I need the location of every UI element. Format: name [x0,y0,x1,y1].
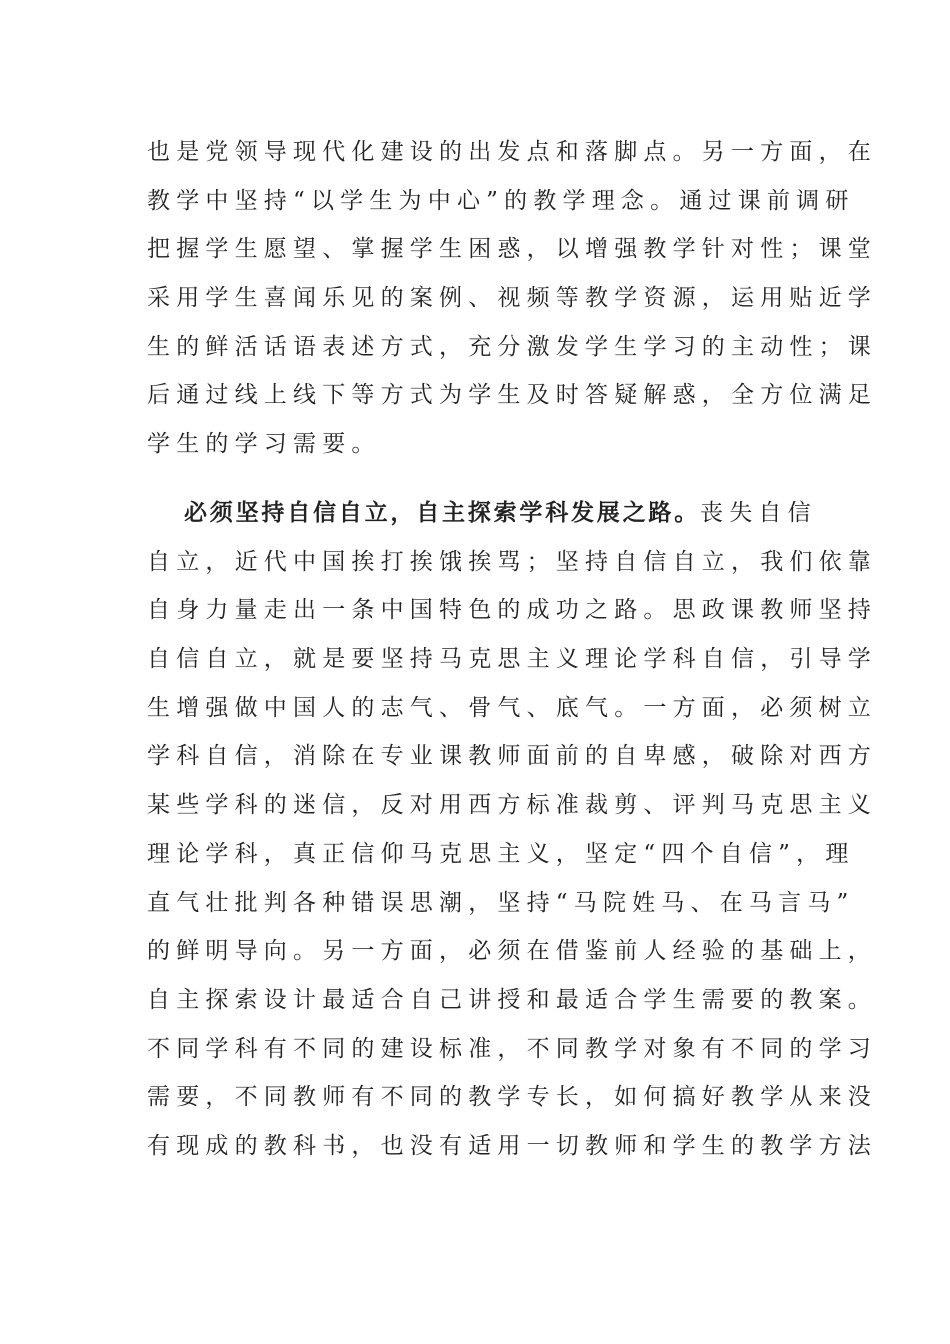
paragraph-line: 自信自立，就是要坚持马克思主义理论学科自信，引导学 [147,646,877,673]
paragraph-line: 自身力量走出一条中国特色的成功之路。思政课教师坚持 [147,597,877,624]
paragraph-line: 的鲜明导向。另一方面，必须在借鉴前人经验的基础上， [147,938,877,965]
paragraph-line: 采用学生喜闻乐见的案例、视频等教学资源，运用贴近学 [147,285,877,312]
paragraph-line: 也是党领导现代化建设的出发点和落脚点。另一方面，在 [147,139,877,165]
paragraph-line: 学生的学习需要。 [147,431,381,458]
paragraph-line: 某些学科的迷信，反对用西方标准裁剪、评判马克思主义 [147,792,877,819]
paragraph-line: 后通过线上线下等方式为学生及时答疑解惑，全方位满足 [147,382,877,409]
paragraph-first-line [147,489,817,538]
section-heading: 必须坚持自信自立，自主探索学科发展之路。 [184,499,700,526]
paragraph-line: 不同学科有不同的建设标准，不同教学对象有不同的学习 [147,1035,877,1062]
paragraph-line: 教学中坚持“以学生为中心”的教学理念。通过课前调研 [147,187,855,214]
paragraph-line: 自主探索设计最适合自己讲授和最适合学生需要的教案。 [147,986,877,1013]
paragraph-line: 生的鲜活话语表述方式，充分激发学生学习的主动性；课 [147,333,877,360]
paragraph-line: 把握学生愿望、掌握学生困惑，以增强教学针对性；课堂 [147,236,877,263]
paragraph-2 [147,489,877,1171]
paragraph-1 [147,128,877,469]
paragraph-line: 理论学科，真正信仰马克思主义，坚定“四个自信”，理 [147,840,855,867]
paragraph-line: 有现成的教科书，也没有适用一切教师和学生的教学方法 [147,1132,877,1159]
heading-trailing-text: 丧失自信 [700,500,817,526]
paragraph-line: 学科自信，消除在专业课教师面前的自卑感，破除对西方 [147,743,877,770]
paragraph-line: 生增强做中国人的志气、骨气、底气。一方面，必须树立 [147,694,877,721]
paragraph-line: 直气壮批判各种错误思潮，坚持“马院姓马、在马言马” [147,889,855,916]
paragraph-line: 自立，近代中国挨打挨饿挨骂；坚持自信自立，我们依靠 [147,548,877,575]
paragraph-line: 需要，不同教师有不同的教学专长，如何搞好教学从来没 [147,1084,877,1111]
